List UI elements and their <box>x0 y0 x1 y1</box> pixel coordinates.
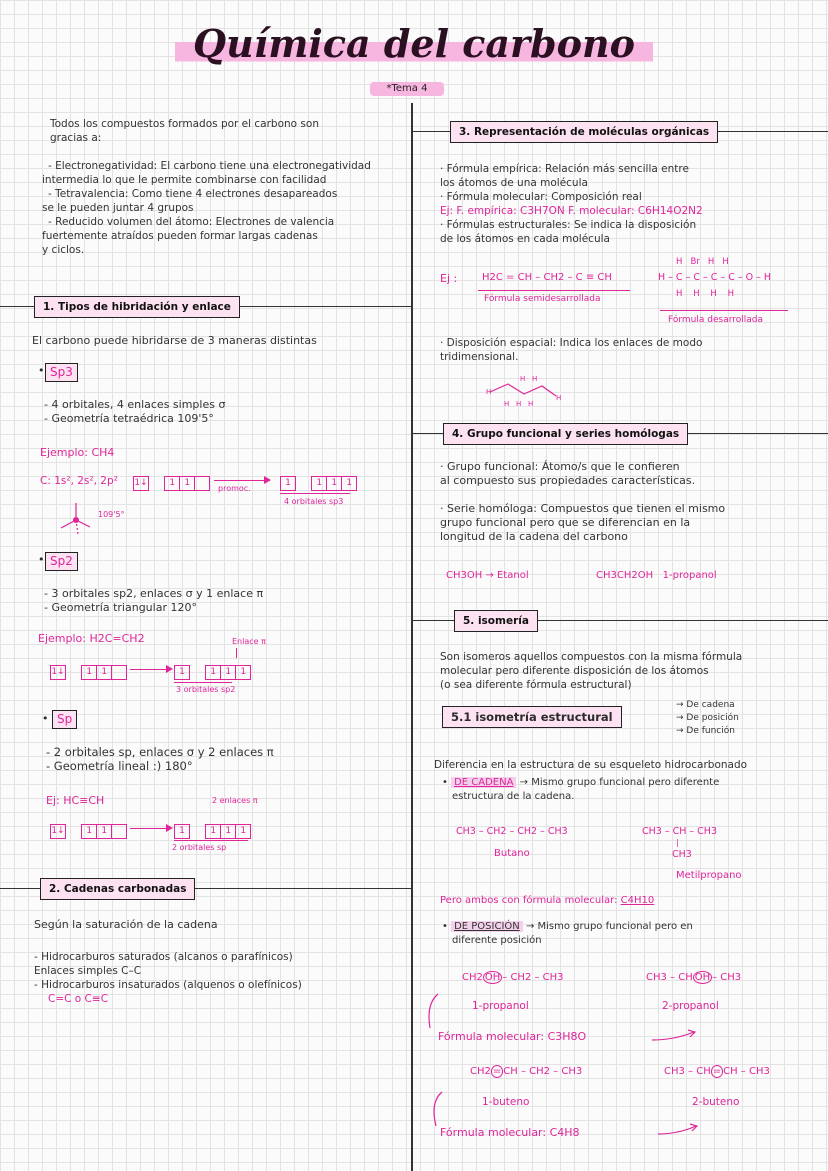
sp-line: - Geometría lineal :) 180° <box>46 759 193 773</box>
sp-example: Ej: HC≡CH <box>46 794 105 807</box>
prop2-name: 2-propanol <box>662 1000 719 1012</box>
intro-line: gracias a: <box>50 132 102 144</box>
sp2-example: Ejemplo: H2C=CH2 <box>38 632 145 645</box>
s5-line: molecular pero diferente disposición de los átomos <box>440 665 709 677</box>
sp2-label: Sp2 <box>45 552 78 571</box>
sp3-angle: 109'5° <box>98 510 125 519</box>
but1-circled: = <box>492 1066 502 1077</box>
sp-label: Sp <box>52 710 77 729</box>
s4-lines <box>440 460 725 544</box>
sp2-arrowhead <box>166 665 173 673</box>
s3-line: · Fórmulas estructurales: Se indica la disposición <box>440 219 697 231</box>
butano-name: Butano <box>494 848 530 859</box>
orbital-box <box>111 824 127 839</box>
prop1-circled: OH <box>484 972 501 983</box>
cadena-text: → Mismo grupo funcional pero diferente <box>519 777 720 788</box>
but2-post: CH – CH3 <box>723 1066 770 1077</box>
svg-text:H: H <box>528 400 534 408</box>
s2-line: - Hidrocarburos insaturados (alquenos o olefínicos) <box>34 979 302 991</box>
section-heading-1: 1. Tipos de hibridación y enlace <box>34 296 240 318</box>
sp-line: - 2 orbitales sp, enlaces σ y 2 enlaces π <box>46 745 274 759</box>
sp2-enlace-pointer <box>236 648 237 658</box>
sp2-bullet: • <box>38 553 45 566</box>
prop1-pre: CH2 <box>462 972 483 983</box>
fm2: Fórmula molecular: C4H8 <box>440 1126 580 1139</box>
sp3-lines <box>44 398 225 426</box>
s4-line: grupo funcional pero que se diferencian en la <box>440 516 691 529</box>
intro-line: - Reducido volumen del átomo: Electrones de valencia <box>48 216 335 228</box>
s3-lines <box>440 162 820 246</box>
but2-circled: = <box>712 1066 722 1077</box>
posicion-label: DE POSICIÓN <box>451 921 523 932</box>
s3-des-label: Fórmula desarrollada <box>668 315 764 325</box>
s5-subsection: 5.1 isometría estructural <box>442 706 622 728</box>
orbital-box: 1 <box>174 824 190 839</box>
s4-line: al compuesto sus propiedades características. <box>440 474 696 487</box>
sp2-orbitals-before <box>50 662 126 681</box>
orbital-box: 1 <box>174 665 190 680</box>
but2-pre: CH3 – CH <box>664 1066 711 1077</box>
sp-orbitals-after <box>174 821 250 840</box>
s2-line: Enlaces simples C–C <box>34 965 142 977</box>
sp3-line: - Geometría tetraédrica 109'5° <box>44 412 214 425</box>
s3-semi: H2C = CH – CH2 – C ≡ CH <box>482 272 612 283</box>
svg-text:H: H <box>520 375 526 383</box>
s4-ex1: CH3OH → Etanol <box>446 570 529 581</box>
sp-orbitals-label: 2 orbitales sp <box>172 843 227 852</box>
s3-espacial-line: tridimensional. <box>440 351 519 363</box>
prop2-circled: OH <box>694 972 711 983</box>
ambos-formula: C4H10 <box>620 895 655 906</box>
sp2-enlace: Enlace π <box>232 637 266 646</box>
s2-line: - Hidrocarburos saturados (alcanos o parafínicos) <box>34 951 293 963</box>
intro-line: y ciclos. <box>42 244 85 256</box>
orbital-box: 1 <box>96 665 112 680</box>
s3-espacial-line: · Disposición espacial: Indica los enlaces de modo <box>440 337 703 349</box>
s3-line: de los átomos en cada molécula <box>440 233 610 245</box>
sp-arrowhead <box>166 824 173 832</box>
s5-dif: Diferencia en la estructura de su esqueleto hidrocarbonado <box>434 759 748 771</box>
sp3-orbitals-after <box>280 473 356 492</box>
s5-cadena <box>442 776 719 804</box>
orbital-box: 1 <box>81 824 97 839</box>
svg-text:H: H <box>532 375 538 383</box>
sp-brace <box>174 840 248 841</box>
s3-line: · Fórmula molecular: Composición real <box>440 191 642 203</box>
but1-post: CH – CH2 – CH3 <box>503 1066 583 1077</box>
sp2-arrow <box>130 669 170 670</box>
promo-arrow <box>214 480 270 481</box>
sp-lines <box>46 745 274 773</box>
s3-des-top: H Br H H <box>676 257 729 267</box>
espacial-molecule-icon <box>484 372 564 408</box>
prop2-pre: CH3 – CH <box>646 972 693 983</box>
orbital-box: 1 <box>341 476 357 491</box>
intro-line: se le pueden juntar 4 grupos <box>42 202 194 214</box>
section-heading-4: 4. Grupo funcional y series homólogas <box>443 423 688 445</box>
svg-text:H: H <box>486 388 492 396</box>
metil-bond: | <box>676 838 679 847</box>
sp2-lines <box>44 587 263 615</box>
s5-type: → De función <box>676 726 735 736</box>
sp3-config: C: 1s², 2s², 2p² <box>40 475 118 487</box>
orbital-box: 1 <box>235 824 251 839</box>
orbital-box: 1 <box>220 824 236 839</box>
posicion-line: • DE POSICIÓN → Mismo grupo funcional pero en <box>442 921 693 932</box>
ambos-line <box>440 895 654 906</box>
s3-espacial <box>440 336 702 364</box>
intro-line: - Electronegatividad: El carbono tiene una electronegatividad <box>48 160 371 172</box>
des-underline <box>660 310 788 311</box>
sp2-line: - 3 orbitales sp2, enlaces σ y 1 enlace π <box>44 587 264 600</box>
s4-line: longitud de la cadena del carbono <box>440 530 628 543</box>
metil-sub: CH3 <box>672 849 692 860</box>
prop1-name: 1-propanol <box>472 1000 529 1012</box>
cadena-label: DE CADENA <box>451 777 516 788</box>
s5-line: Son isomeros aquellos compuestos con la misma fórmula <box>440 651 743 663</box>
but2-name: 2-buteno <box>692 1096 740 1108</box>
cadena-text: estructura de la cadena. <box>452 791 575 802</box>
svg-text:H: H <box>556 394 562 402</box>
orbital-box: 1 <box>205 824 221 839</box>
metil-formula: CH3 – CH – CH3 <box>642 826 717 837</box>
but1-pre: CH2 <box>470 1066 491 1077</box>
s4-line: · Serie homóloga: Compuestos que tienen el mismo <box>440 502 726 515</box>
s2-lines <box>34 950 302 1006</box>
tema-badge: *Tema 4 <box>370 82 444 96</box>
s1-intro: El carbono puede hibridarse de 3 maneras distintas <box>32 334 317 347</box>
sp2-line: - Geometría triangular 120° <box>44 601 197 614</box>
orbital-box: 1 <box>205 665 221 680</box>
orbital-box: 1↓ <box>133 476 149 491</box>
prop2-post: – CH3 <box>712 972 742 983</box>
butano-formula: CH3 – CH2 – CH2 – CH3 <box>456 826 568 837</box>
s5-posicion <box>442 920 693 948</box>
orbital-box: 1 <box>220 665 236 680</box>
orbital-box: 1 <box>81 665 97 680</box>
tetrahedral-icon <box>56 500 96 538</box>
orbital-box: 1↓ <box>50 824 66 839</box>
page-title-wrap <box>0 22 828 66</box>
fm1: Fórmula molecular: C3H8O <box>438 1030 587 1043</box>
s5-types <box>676 699 739 738</box>
s2-intro: Según la saturación de la cadena <box>34 918 218 931</box>
curve-arrow-icon <box>650 1026 700 1044</box>
curve-arrow-icon <box>656 1120 702 1138</box>
intro-line: Todos los compuestos formados por el carbono son <box>50 118 319 130</box>
sp-orbitals-before <box>50 821 126 840</box>
orbital-box: 1↓ <box>50 665 66 680</box>
intro-line: fuertemente atraídos pueden formar largas cadenas <box>42 230 318 242</box>
column-divider <box>411 103 413 1171</box>
s3-line: · Fórmula empírica: Relación más sencilla entre <box>440 163 689 175</box>
sp-arrow <box>130 828 170 829</box>
semi-underline <box>478 290 630 291</box>
section-heading-3: 3. Representación de moléculas orgánicas <box>450 121 718 143</box>
s3-des-mid: H – C – C – C – C – O – H <box>658 272 772 283</box>
svg-text:H: H <box>516 400 522 408</box>
s5-type-label: De cadena <box>686 700 735 710</box>
cadena-line: • DE CADENA → Mismo grupo funcional pero diferente <box>442 777 720 788</box>
promo-arrowhead <box>264 476 271 484</box>
prop1-formula <box>462 971 564 984</box>
posicion-text: → Mismo grupo funcional pero en <box>525 921 693 932</box>
intro-block <box>42 117 402 257</box>
sp2-orbitals-label: 3 orbitales sp2 <box>176 685 236 694</box>
orbital-box: 1 <box>164 476 180 491</box>
s4-line: · Grupo funcional: Átomo/s que le confieren <box>440 460 680 473</box>
intro-line: intermedia lo que le permite combinarse con facilidad <box>42 174 327 186</box>
orbital-box <box>194 476 210 491</box>
orbital-box: 1 <box>326 476 342 491</box>
orbital-box: 1 <box>96 824 112 839</box>
promo-label: promoc. <box>218 484 251 493</box>
s3-ej: Ej : <box>440 272 458 285</box>
sp-enlace: 2 enlaces π <box>212 796 258 805</box>
posicion-text: diferente posición <box>452 935 542 946</box>
but1-name: 1-buteno <box>482 1096 530 1108</box>
s5-line: (o sea diferente fórmula estructural) <box>440 679 632 691</box>
but1-formula <box>470 1065 582 1078</box>
but2-formula <box>664 1065 770 1078</box>
prop1-post: – CH2 – CH3 <box>502 972 564 983</box>
sp3-bullet: • <box>38 364 45 377</box>
s5-lines <box>440 650 742 692</box>
s3-line: Ej: F. empírica: C3H7ON F. molecular: C6H14O2N2 <box>440 205 703 217</box>
orbital-box: 1 <box>280 476 296 491</box>
orbital-box: 1 <box>311 476 327 491</box>
s3-semi-label: Fórmula semidesarrollada <box>484 294 601 304</box>
metil-name: Metilpropano <box>676 870 742 881</box>
s5-type-label: De posición <box>686 713 739 723</box>
s4-ex2: CH3CH2OH 1-propanol <box>596 570 717 581</box>
page-title: Química del carbono <box>175 22 653 66</box>
sp3-brace <box>280 493 350 494</box>
section-heading-5: 5. isomería <box>454 610 538 632</box>
orbital-box <box>111 665 127 680</box>
ambos-text: Pero ambos con fórmula molecular: <box>440 895 618 906</box>
sp-bullet: • <box>42 712 49 725</box>
sp3-orbitals-label: 4 orbitales sp3 <box>284 497 344 506</box>
s5-type: → De posición <box>676 713 739 723</box>
orbital-box: 1 <box>235 665 251 680</box>
orbital-box: 1 <box>179 476 195 491</box>
curve-arrow-icon <box>424 990 444 1034</box>
intro-line: - Tetravalencia: Como tiene 4 electrones desapareados <box>48 188 338 200</box>
sp3-line: - 4 orbitales, 4 enlaces simples σ <box>44 398 226 411</box>
sp3-example: Ejemplo: CH4 <box>40 446 115 459</box>
s5-type-label: De función <box>686 726 735 736</box>
s3-des-bot: H H H H <box>676 289 734 299</box>
section-heading-2: 2. Cadenas carbonadas <box>40 878 195 900</box>
sp3-orbitals-before <box>133 473 209 492</box>
s3-line: los átomos de una molécula <box>440 177 588 189</box>
prop2-formula <box>646 971 741 984</box>
s5-type: → De cadena <box>676 700 735 710</box>
s2-line: C=C o C≡C <box>48 993 109 1005</box>
svg-text:H: H <box>504 400 510 408</box>
sp3-label: Sp3 <box>45 363 78 382</box>
sp2-brace <box>174 682 232 683</box>
sp2-orbitals-after <box>174 662 250 681</box>
